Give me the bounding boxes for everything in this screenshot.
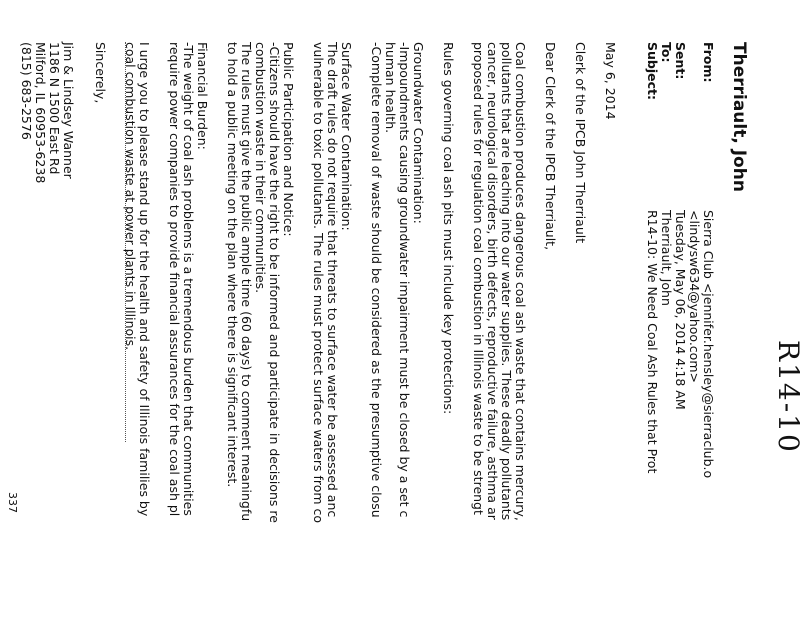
sent-label: Sent: bbox=[673, 42, 688, 80]
signature-line: Jim & Lindsey Wanner bbox=[61, 42, 76, 179]
intro-line: Coal combustion produces dangerous coal ash waste that contains mercury, bbox=[513, 42, 528, 521]
closing-paragraph-line: coal combustion waste at power plants in Illinois. bbox=[123, 42, 138, 351]
letter-date: May 6, 2014 bbox=[603, 42, 618, 120]
recipient-line: Clerk of the IPCB John Therriault bbox=[573, 42, 588, 244]
surface-line: The draft rules do not require that threats to surface water be assessed anc bbox=[325, 42, 340, 518]
groundwater-line: human health. bbox=[383, 42, 398, 134]
intro-line: cancer, neurological disorders, birth defects, reproductive failure, asthma ar bbox=[485, 42, 500, 520]
page-number: 337 bbox=[6, 492, 19, 513]
groundwater-heading: Groundwater Contamination: bbox=[411, 42, 426, 224]
surface-line: vulnerable to toxic pollutants. The rules must protect surface waters from co bbox=[311, 42, 326, 524]
signoff: Sincerely, bbox=[93, 42, 108, 104]
signature-line: Milford, IL 60953-6238 bbox=[33, 42, 48, 184]
financial-heading: Financial Burden: bbox=[195, 42, 210, 150]
salutation: Dear Clerk of the IPCB Therriault, bbox=[543, 42, 558, 251]
to-label: To: bbox=[659, 42, 674, 63]
from-value: Sierra Club <jennifer.hensley@sierraclub.o bbox=[701, 210, 716, 479]
to-value: Therriault, John bbox=[659, 210, 674, 306]
public-line: The rules must give the public ample time (60 days) to comment meaningfu bbox=[239, 42, 254, 522]
intro-line: pollutants that are leaching into our water supplies. These deadly pollutants bbox=[499, 42, 514, 521]
signature-line: 1186 N 1500 East Rd bbox=[47, 42, 62, 175]
signature-line: (815) 683-2576 bbox=[19, 42, 34, 140]
sent-value: Tuesday, May 06, 2014 4:18 AM bbox=[673, 210, 688, 410]
from-label: From: bbox=[701, 42, 716, 83]
public-line: combustion waste in their communities. bbox=[253, 42, 268, 294]
public-heading: Public Participation and Notice: bbox=[281, 42, 296, 237]
subject-label: Subject: bbox=[645, 42, 660, 100]
rules-intro: Rules governing coal ash pits must include key protections: bbox=[441, 42, 456, 415]
intro-line: proposed rules for regulation coal combustion in Illinois waste to be strengt bbox=[471, 42, 486, 515]
sender-name: Therriault, John bbox=[729, 42, 749, 192]
groundwater-line: -Complete removal of waste should be considered as the presumptive closu bbox=[369, 42, 384, 518]
dotted-rule bbox=[125, 42, 126, 442]
financial-line: require power companies to provide financial assurances for the coal ash pl bbox=[167, 42, 182, 517]
document-number: R14-10 bbox=[772, 340, 805, 454]
subject-value: R14-10: We Need Coal Ash Rules that Prot bbox=[645, 210, 660, 474]
public-line: -Citizens should have the right to be informed and participate in decisions re bbox=[267, 42, 282, 523]
from-value-email: <lindysw634@yahoo.com> bbox=[687, 210, 702, 383]
groundwater-line: -Impoundments causing groundwater impairment must be closed by a set c bbox=[397, 42, 412, 518]
public-line: to hold a public meeting on the plan where there is significant interest. bbox=[225, 42, 240, 488]
surface-heading: Surface Water Contamination: bbox=[339, 42, 354, 231]
financial-line: -The weight of coal ash problems is a tremendous burden that communities bbox=[181, 42, 196, 516]
closing-paragraph-line: I urge you to please stand up for the health and safety of Illinois families by bbox=[137, 42, 152, 517]
